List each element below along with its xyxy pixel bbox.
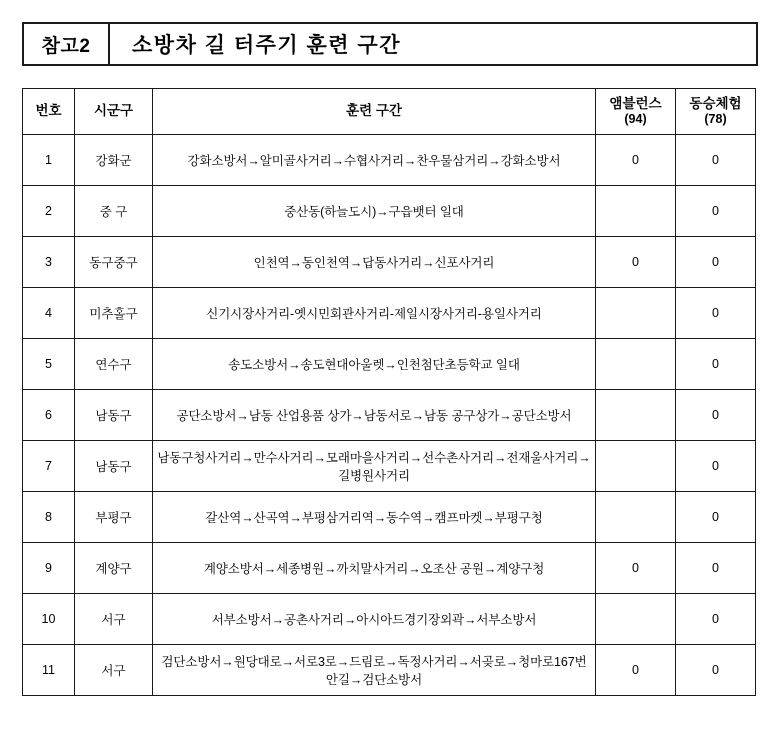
cell-no: 6 [23,390,75,441]
cell-ride: 0 [676,492,756,543]
cell-region: 미추홀구 [75,288,153,339]
cell-ride: 0 [676,288,756,339]
table-row [23,237,756,288]
cell-no: 1 [23,135,75,186]
cell-region: 계양구 [75,543,153,594]
cell-ambulance [596,594,676,645]
cell-ride: 0 [676,543,756,594]
cell-no: 3 [23,237,75,288]
cell-route: 검단소방서→원당대로→서로3로→드림로→독정사거리→서곶로→청마로167번안길→검단소방서 [153,645,596,696]
table-row [23,594,756,645]
table-row [23,339,756,390]
cell-route: 신기시장사거리-옛시민회관사거리-제일시장사거리-용일사거리 [153,288,596,339]
cell-route: 인천역→동인천역→답동사거리→신포사거리 [153,237,596,288]
cell-region: 서구 [75,594,153,645]
document-title-bar [22,22,758,66]
column-header-ambulance [596,89,676,135]
column-header-route: 훈련 구간 [153,89,596,135]
cell-ride: 0 [676,390,756,441]
cell-region: 부평구 [75,492,153,543]
table-header-row [23,89,756,135]
column-header-ride-label: 동승체험 [689,95,742,111]
page-title: 소방차 길 터주기 훈련 구간 [132,34,401,57]
reference-tag: 참고2 [24,24,110,64]
cell-region: 동구중구 [75,237,153,288]
cell-ambulance [596,441,676,492]
cell-ambulance: 0 [596,645,676,696]
cell-ambulance [596,390,676,441]
cell-ambulance [596,492,676,543]
cell-no: 11 [23,645,75,696]
cell-ride: 0 [676,237,756,288]
cell-route: 남동구청사거리→만수사거리→모래마을사거리→선수촌사거리→전재울사거리→길병원사거리 [153,441,596,492]
cell-no: 7 [23,441,75,492]
table-body [23,135,756,696]
cell-ride: 0 [676,594,756,645]
training-sections-table [22,88,756,696]
cell-region: 남동구 [75,441,153,492]
table-row [23,390,756,441]
table-row [23,441,756,492]
cell-no: 4 [23,288,75,339]
cell-ride: 0 [676,441,756,492]
column-header-ambulance-count: (94) [624,112,647,127]
cell-no: 8 [23,492,75,543]
table-row [23,645,756,696]
table-row [23,288,756,339]
column-header-no: 번호 [23,89,75,135]
cell-ride: 0 [676,186,756,237]
table-row [23,543,756,594]
table-header [23,89,756,135]
column-header-ride [676,89,756,135]
cell-route: 공단소방서→남동 산업용품 상가→남동서로→남동 공구상가→공단소방서 [153,390,596,441]
cell-route: 중산동(하늘도시)→구읍뱃터 일대 [153,186,596,237]
cell-route: 갈산역→산곡역→부평삼거리역→동수역→캠프마켓→부평구청 [153,492,596,543]
cell-ride: 0 [676,645,756,696]
cell-no: 2 [23,186,75,237]
cell-ambulance [596,339,676,390]
column-header-ambulance-label: 앰블런스 [609,95,662,111]
table-row [23,492,756,543]
cell-no: 5 [23,339,75,390]
cell-no: 9 [23,543,75,594]
cell-no: 10 [23,594,75,645]
cell-ambulance: 0 [596,135,676,186]
cell-route: 서부소방서→공촌사거리→아시아드경기장외곽→서부소방서 [153,594,596,645]
cell-region: 서구 [75,645,153,696]
cell-ride: 0 [676,135,756,186]
table-row [23,186,756,237]
table-row [23,135,756,186]
cell-route: 계양소방서→세종병원→까치말사거리→오조산 공원→계양구청 [153,543,596,594]
cell-ambulance: 0 [596,237,676,288]
cell-route: 강화소방서→알미골사거리→수협사거리→찬우물삼거리→강화소방서 [153,135,596,186]
cell-region: 강화군 [75,135,153,186]
cell-region: 연수구 [75,339,153,390]
cell-region: 남동구 [75,390,153,441]
column-header-ride-count: (78) [704,112,727,127]
cell-ambulance [596,186,676,237]
column-header-region: 시군구 [75,89,153,135]
cell-ride: 0 [676,339,756,390]
cell-route: 송도소방서→송도현대아울렛→인천첨단초등학교 일대 [153,339,596,390]
cell-ambulance [596,288,676,339]
cell-region: 중 구 [75,186,153,237]
cell-ambulance: 0 [596,543,676,594]
